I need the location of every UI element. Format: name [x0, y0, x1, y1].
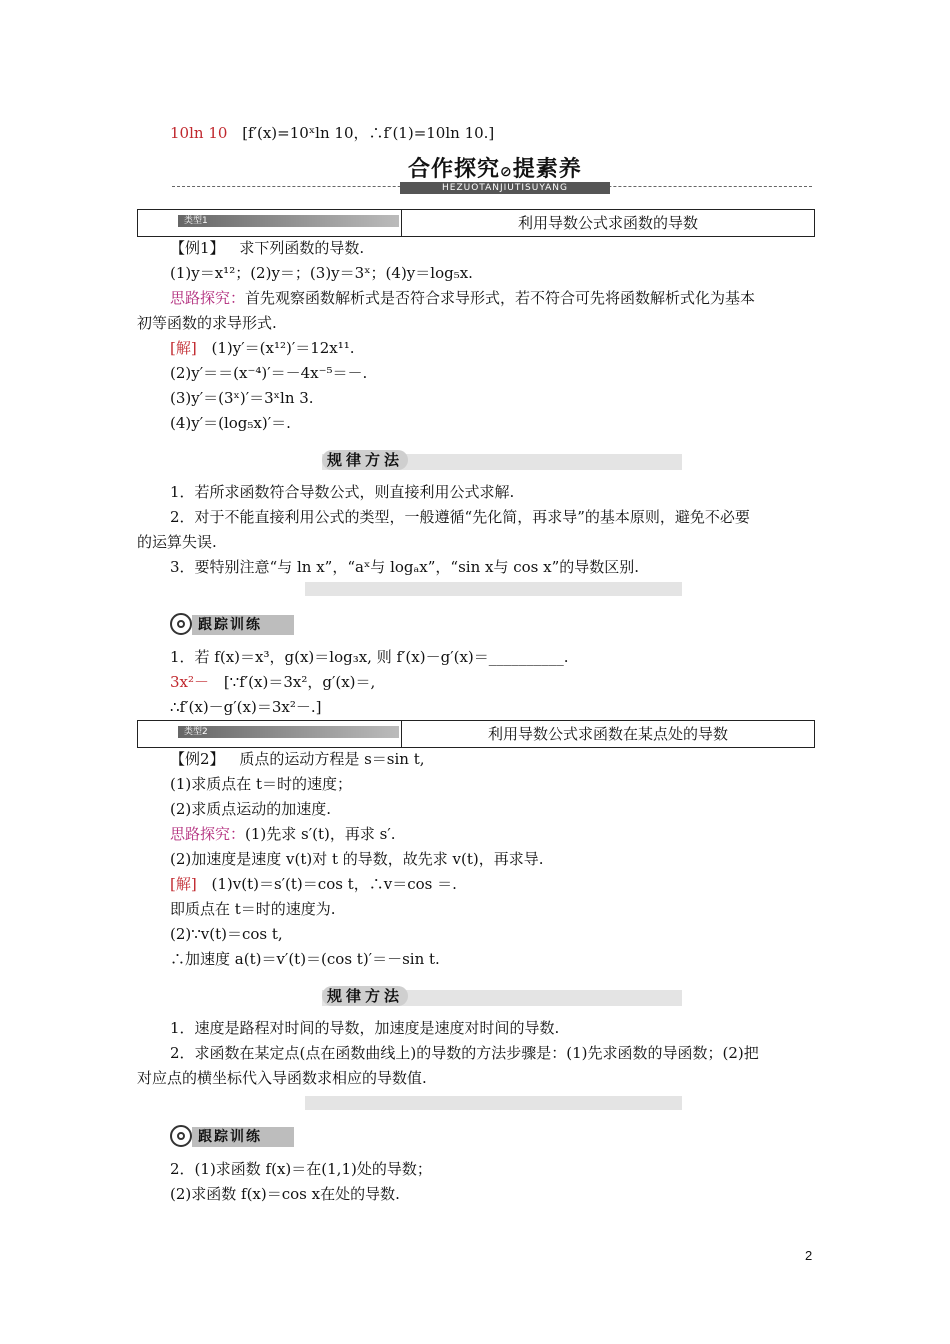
- type1-tag: 类型1: [178, 215, 399, 227]
- method2-p2a: 2．求函数在某定点(点在函数曲线上)的导数的方法步骤是：(1)先求函数的导函数；(2)把: [170, 1044, 759, 1062]
- solution2-step3: (2)∵v(t)＝cos t,: [170, 925, 283, 943]
- solution2-step2: 即质点在 t＝时的速度为.: [170, 900, 336, 918]
- method1-p2a: 2．对于不能直接利用公式的类型，一般遵循“先化简，再求导”的基本原则，避免不必要: [170, 508, 750, 526]
- track1-question: 1．若 f(x)＝x³，g(x)＝log₃x, 则 f′(x)－g′(x)＝__________.: [170, 648, 569, 666]
- type2-tag: 类型2: [178, 726, 399, 738]
- type2-title: 利用导数公式求函数在某点处的导数: [487, 725, 728, 743]
- example2-line: [170, 749, 425, 769]
- answer-value: 10ln 10: [170, 124, 228, 142]
- example1-line: [170, 238, 364, 258]
- track2-q1: 2．(1)求函数 f(x)＝在(1,1)处的导数；: [170, 1160, 432, 1178]
- example2-q1: (1)求质点在 t＝时的速度；: [170, 775, 353, 793]
- solution1-step3: (3)y′＝(3ˣ)′＝3ˣln 3.: [170, 389, 314, 407]
- solution1-step2: (2)y′＝＝(x⁻⁴)′＝－4x⁻⁵＝－.: [170, 364, 368, 382]
- example2-text: 质点的运动方程是 s＝sin t,: [239, 750, 425, 768]
- method2-label: 规律方法: [322, 986, 408, 1006]
- solution1-step4: (4)y′＝(log₅x)′＝.: [170, 414, 291, 432]
- page-number: 2: [805, 1248, 813, 1263]
- idea2-label: 思路探究：: [170, 825, 246, 843]
- track2-label: 跟踪训练: [192, 1127, 294, 1147]
- answer-line: [170, 123, 494, 143]
- idea1-text: 首先观察函数解析式是否符合求导形式，若不符合可先将函数解析式化为基本: [245, 289, 756, 307]
- track2-q2: (2)求函数 f(x)＝cos x在处的导数.: [170, 1185, 400, 1203]
- target-icon: [170, 1125, 192, 1147]
- target-icon: [170, 613, 192, 635]
- solution2-line1: [170, 874, 457, 894]
- section-title: 合作探究⊘提素养: [408, 157, 582, 182]
- example2-q2: (2)求质点运动的加速度.: [170, 800, 332, 818]
- track1-explanation1: [∵f′(x)＝3x²，g′(x)＝,: [223, 673, 376, 691]
- track1-explanation2: ∴f′(x)－g′(x)＝3x²－.]: [170, 698, 322, 716]
- example1-items: (1)y＝x¹²；(2)y＝；(3)y＝3ˣ；(4)y＝log₅x.: [170, 264, 473, 282]
- method1-p1: 1．若所求函数符合导数公式，则直接利用公式求解.: [170, 483, 515, 501]
- method2-p2b: 对应点的横坐标代入导函数求相应的导数值.: [137, 1069, 427, 1087]
- track1-answer: 3x²－: [170, 673, 210, 691]
- type1-title: 利用导数公式求函数的导数: [517, 214, 698, 232]
- type1-header: [137, 209, 815, 237]
- solution1-step1: (1)y′＝(x¹²)′＝12x¹¹.: [211, 339, 355, 357]
- idea1-label: 思路探究：: [170, 289, 246, 307]
- example1-label: 【例1】: [170, 239, 225, 257]
- track1-label: 跟踪训练: [192, 615, 294, 635]
- idea2-text2: (2)加速度是速度 v(t)对 t 的导数，故先求 v(t)，再求导.: [170, 850, 544, 868]
- method1-end-bar: [305, 582, 682, 596]
- method1-p3: 3．要特别注意“与 ln x”，“aˣ与 logₐx”，“sin x与 cos x”的导数区别.: [170, 558, 640, 576]
- answer-explanation: [f′(x)=10ˣln 10，∴f′(1)=10ln 10.]: [242, 124, 495, 142]
- idea2-line: [170, 824, 396, 844]
- method2-end-bar: [305, 1096, 682, 1110]
- method1-label: 规律方法: [322, 450, 408, 470]
- track1-answer-line: [170, 672, 375, 692]
- section-title-part1: 合作探究: [408, 157, 501, 182]
- idea1-text2: 初等函数的求导形式.: [137, 314, 277, 332]
- example1-text: 求下列函数的导数.: [239, 239, 365, 257]
- solution2-step4: ∴加速度 a(t)＝v′(t)＝(cos t)′＝－sin t.: [170, 950, 440, 968]
- method1-p2b: 的运算失误.: [137, 533, 217, 551]
- idea2-text1: (1)先求 s′(t)，再求 s′.: [245, 825, 396, 843]
- solution2-label: [解]: [170, 875, 197, 893]
- section-title-part2: 提素养: [512, 157, 582, 182]
- solution1-label: [解]: [170, 339, 197, 357]
- solution1-line1: [170, 338, 355, 358]
- example2-label: 【例2】: [170, 750, 225, 768]
- method2-p1: 1．速度是路程对时间的导数，加速度是速度对时间的导数.: [170, 1019, 560, 1037]
- idea1-line: [170, 288, 755, 308]
- solution2-step1: (1)v(t)＝s′(t)＝cos t，∴v＝cos ＝.: [211, 875, 457, 893]
- section-subtitle: HEZUOTANJIUTISUYANG: [400, 182, 610, 194]
- type2-header: [137, 720, 815, 748]
